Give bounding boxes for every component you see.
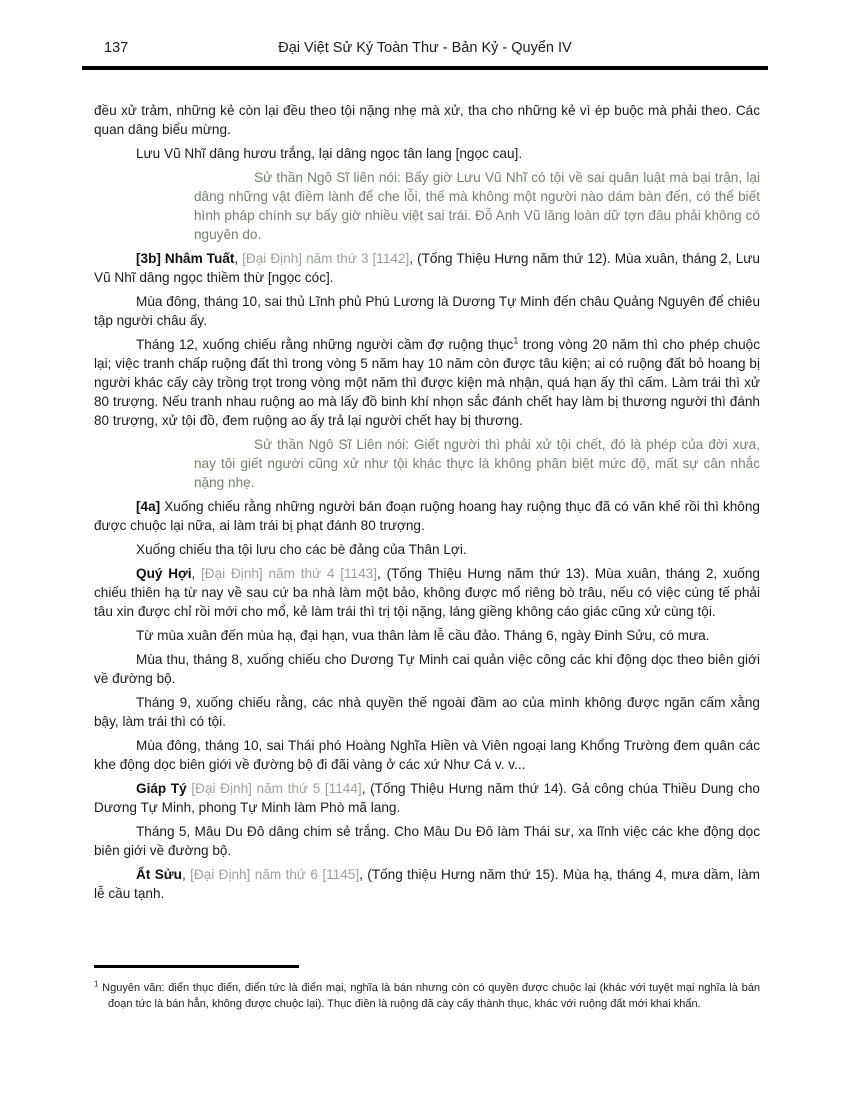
body-paragraph [94, 650, 760, 688]
text-run: Tháng 9, xuống chiếu rằng, các nhà quyền thế ngoài đầm ao của mình không được ngăn cấm xằng bậy, làm trái thì có tội. [94, 695, 760, 729]
text-run: Mùa đông, tháng 10, sai thủ Lĩnh phủ Phú Lương là Dương Tự Minh đến châu Quảng Nguyên để chiêu tập người châu ấy. [94, 294, 760, 328]
footnote [94, 980, 760, 1012]
text-run: trong vòng 20 năm thì cho phép chuộc lại; việc tranh chấp ruộng đất thì trong vòng 5 năm hay 10 năm còn được tâu kiện; ai có ruộng đất bỏ hoang bị người khác cấy cày trồng trọt trong vòng một năm thì được kiện mà nhận, quá hạn ấy thì cấm. Làm trái thì xử 80 trượng. Nếu tranh nhau ruộng ao mà lấy đồ binh khí nhọn sắc đánh chết hay làm bị thương người thì đánh 80 trượng, xử tội đồ, đem ruộng ao ấy trả lại người chết hay bị thương. [94, 337, 760, 428]
text-run: Từ mùa xuân đến mùa hạ, đại hạn, vua thân làm lễ cầu đảo. Tháng 6, ngày Đinh Sửu, có mưa. [136, 628, 710, 643]
body-paragraph [94, 292, 760, 330]
historian-comment-paragraph [194, 168, 760, 244]
text-run: Xuống chiếu tha tội lưu cho các bè đảng của Thân Lợi. [136, 542, 467, 557]
body-paragraph [94, 564, 760, 621]
text-run: [Đại Định] năm thứ 5 [1144] [191, 781, 362, 796]
text-run: Xuống chiếu rằng những người bán đoạn ruộng hoang hay ruộng thục đã có văn khế rồi thì không được chuộc lại nữa, ai làm trái bị phạt đánh 80 trượng. [94, 499, 760, 533]
text-run: [Đại Định] năm thứ 4 [1143] [201, 566, 378, 581]
text-run: , (Tống Thiệu Hưng năm thứ 12). Mùa xuân, tháng 2, Lưu Vũ Nhĩ dâng ngọc thiềm thừ [ngọc cóc]. [94, 251, 760, 285]
header-rule [82, 66, 768, 70]
body-paragraph [94, 144, 760, 163]
historian-comment-paragraph [194, 435, 760, 492]
body-paragraph [94, 779, 760, 817]
text-run: [Đại Định] năm thứ 3 [1142] [242, 251, 410, 266]
text-run: [Đại Định] năm thứ 6 [1145] [190, 867, 360, 882]
body-text [0, 70, 850, 908]
text-run: , (Tống thiệu Hưng năm thứ 15). Mùa hạ, tháng 4, mưa dầm, làm lễ cầu tạnh. [94, 867, 760, 901]
body-paragraph [94, 335, 760, 430]
body-paragraph [94, 865, 760, 903]
footnote-marker: 1 [94, 979, 99, 989]
page-title: Đại Việt Sử Ký Toàn Thư - Bản Kỷ - Quyển IV [278, 40, 572, 56]
footnote-body: Nguyên văn: điển thục điển, điển tức là điển mại, nghĩa là bán nhưng còn có quyền được chuộc lại (khác với tuyệt mại nghĩa là bán đoạn tức là bán hẳn, không được chuộc lại). Thục điền là ruộng đã cày cấy thành thục, khác với ruộng đất mới khai khẩn. [98, 982, 760, 1010]
body-paragraph [94, 693, 760, 731]
footnote-rule [94, 965, 299, 968]
body-paragraph [94, 497, 760, 535]
text-run: [4a] [136, 499, 161, 514]
text-run: [3b] Nhâm Tuất [136, 251, 235, 266]
text-run: Quý Hợi [136, 566, 192, 581]
page-header [0, 0, 850, 70]
text-run: đều xử trảm, những kẻ còn lại đều theo tội nặng nhẹ mà xử, tha cho những kẻ vì ép buộc mà phải theo. Các quan dâng biểu mừng. [94, 103, 760, 137]
footnote-reference: 1 [513, 335, 519, 346]
text-run: Lưu Vũ Nhĩ dâng hươu trắng, lại dâng ngọc tân lang [ngọc cau]. [136, 146, 523, 161]
header-row [82, 40, 768, 62]
text-run: Mùa đông, tháng 10, sai Thái phó Hoàng Nghĩa Hiền và Viên ngoại lang Khổng Trường đem quân các khe động dọc biên giới về đường bộ đi đãi vàng ở các xứ Như Cá v. v... [94, 738, 760, 772]
body-paragraph [94, 822, 760, 860]
text-run: , [191, 566, 202, 581]
text-run: , [234, 251, 243, 266]
text-run: , (Tống Thiệu Hưng năm thứ 14). Gả công chúa Thiều Dung cho Dương Tự Minh, phong Tự Minh làm Phò mã lang. [94, 781, 760, 815]
text-run: Sử thần Ngô Sĩ Liên nói: Giết người thì phải xử tội chết, đó là phép của đời xưa, nay tôi giết người cũng xử như tội khác thực là không phân biệt mức độ, mất sự cân nhắc nặng nhẹ. [194, 437, 760, 490]
page-number: 137 [104, 40, 129, 56]
body-paragraph [94, 736, 760, 774]
text-run: , [181, 867, 191, 882]
text-run: Giáp Tý [136, 781, 187, 796]
body-paragraph [94, 101, 760, 139]
text-run: Ất Sửu [136, 867, 182, 882]
text-run: , (Tống Thiệu Hưng năm thứ 13). Mùa xuân, tháng 2, xuống chiếu thiên hạ từ nay về sau cứ ba nhà làm một bảo, không được mổ riêng bò trâu, nếu có việc cúng tế phải tâu xin được chỉ rồi mới cho mổ, kẻ làm trái thì trị tội nặng, láng giềng không cáo giác cũng xử cùng tội. [94, 566, 760, 619]
body-paragraph [94, 249, 760, 287]
text-run: Mùa thu, tháng 8, xuống chiếu cho Dương Tự Minh cai quản việc công các khi động dọc theo biên giới về đường bộ. [94, 652, 760, 686]
text-run: Sử thần Ngô Sĩ liên nói: Bấy giờ Lưu Vũ Nhĩ có tội về sai quân luật mà bại trận, lại dâng những vật điềm lành để che lỗi, thế mà không một người nào dám bàn đến, có thể biết hình pháp chính sự bấy giờ nhiều việt sai trái. Đỗ Anh Vũ lăng loàn dữ tợn đâu phải không có nguyên do. [194, 170, 760, 242]
text-run: Tháng 12, xuống chiếu rằng những người cầm đợ ruộng thục [136, 337, 514, 352]
body-paragraph [94, 626, 760, 645]
footnote-section [0, 965, 850, 1100]
text-run: Tháng 5, Mâu Du Đô dâng chim sẻ trắng. Cho Mâu Du Đô làm Thái sư, xa lĩnh việc các khe động dọc biên giới về đường bộ. [94, 824, 760, 858]
body-paragraph [94, 540, 760, 559]
